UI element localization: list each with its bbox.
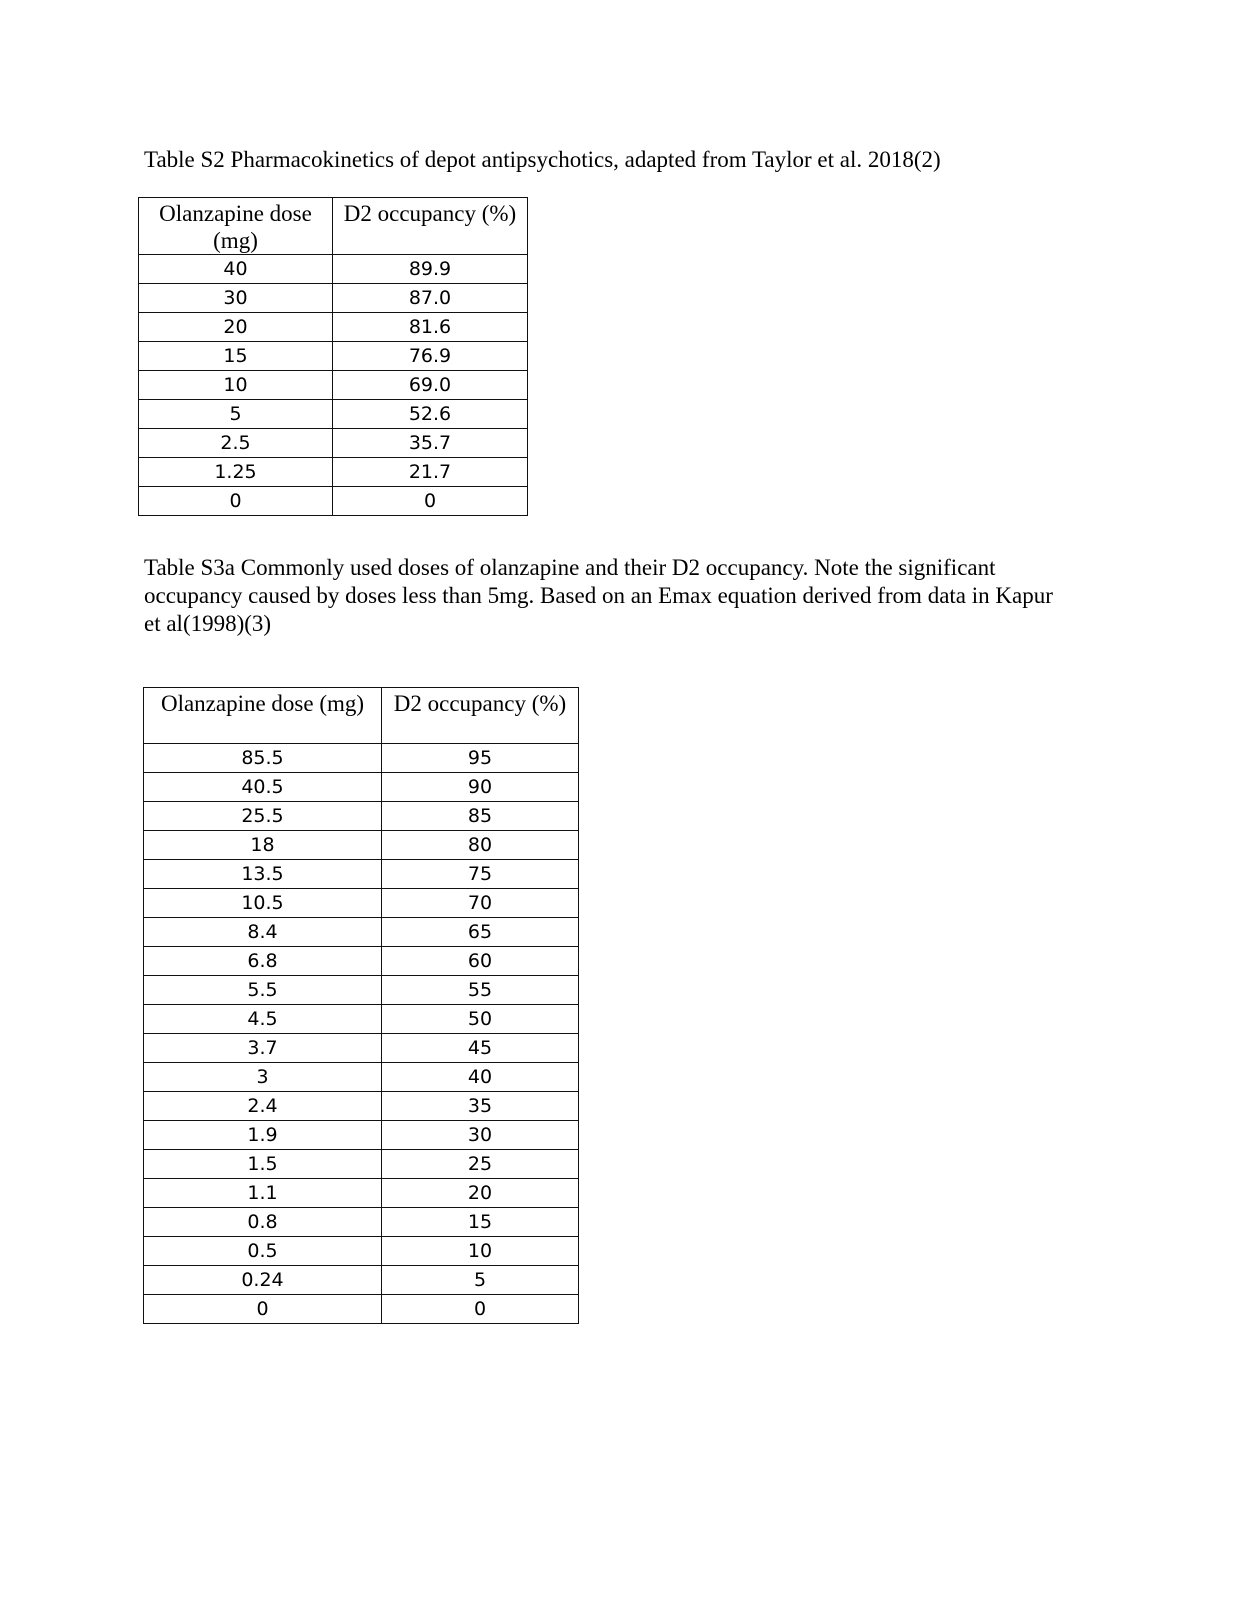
table-row	[144, 1005, 579, 1034]
table-row	[144, 976, 579, 1005]
dose-cell: 5.5	[144, 976, 382, 1005]
dose-cell: 0.5	[144, 1237, 382, 1266]
table-row	[144, 1237, 579, 1266]
table-row	[144, 1121, 579, 1150]
dose-cell: 1.5	[144, 1150, 382, 1179]
occupancy-cell: 95	[382, 744, 579, 773]
occupancy-cell: 45	[382, 1034, 579, 1063]
occupancy-cell: 0	[382, 1295, 579, 1324]
occupancy-cell: 50	[382, 1005, 579, 1034]
dose-cell: 6.8	[144, 947, 382, 976]
table-row	[144, 1208, 579, 1237]
dose-cell: 25.5	[144, 802, 382, 831]
dose-cell: 15	[139, 342, 333, 371]
occupancy-cell: 25	[382, 1150, 579, 1179]
occupancy-cell: 69.0	[333, 371, 528, 400]
table-row	[144, 1179, 579, 1208]
table-row	[144, 1092, 579, 1121]
occupancy-cell: 35	[382, 1092, 579, 1121]
dose-cell: 2.4	[144, 1092, 382, 1121]
occupancy-cell: 40	[382, 1063, 579, 1092]
table-row	[144, 773, 579, 802]
dose-cell: 1.9	[144, 1121, 382, 1150]
table-s2-caption: Table S2 Pharmacokinetics of depot antipsychotics, adapted from Taylor et al. 2018(2)	[144, 147, 941, 172]
table-s3a	[143, 687, 579, 1324]
table-row	[144, 860, 579, 889]
occupancy-cell: 75	[382, 860, 579, 889]
occupancy-cell: 15	[382, 1208, 579, 1237]
column-header-occupancy: D2 occupancy (%)	[382, 688, 579, 744]
dose-cell: 20	[139, 313, 333, 342]
dose-cell: 1.1	[144, 1179, 382, 1208]
table-row	[139, 487, 528, 516]
occupancy-cell: 21.7	[333, 458, 528, 487]
dose-cell: 8.4	[144, 918, 382, 947]
dose-cell: 0	[144, 1295, 382, 1324]
dose-cell: 3.7	[144, 1034, 382, 1063]
table-row	[144, 1063, 579, 1092]
dose-cell: 13.5	[144, 860, 382, 889]
table-row	[144, 918, 579, 947]
dose-cell: 0.8	[144, 1208, 382, 1237]
dose-cell: 3	[144, 1063, 382, 1092]
occupancy-cell: 87.0	[333, 284, 528, 313]
table-row	[144, 1034, 579, 1063]
occupancy-cell: 10	[382, 1237, 579, 1266]
table-row	[144, 1266, 579, 1295]
table-row	[139, 255, 528, 284]
occupancy-cell: 70	[382, 889, 579, 918]
occupancy-cell: 76.9	[333, 342, 528, 371]
occupancy-cell: 20	[382, 1179, 579, 1208]
dose-cell: 30	[139, 284, 333, 313]
occupancy-cell: 81.6	[333, 313, 528, 342]
occupancy-cell: 85	[382, 802, 579, 831]
dose-cell: 0.24	[144, 1266, 382, 1295]
dose-cell: 2.5	[139, 429, 333, 458]
occupancy-cell: 5	[382, 1266, 579, 1295]
table-row	[144, 947, 579, 976]
table-row	[139, 458, 528, 487]
dose-cell: 10.5	[144, 889, 382, 918]
table-row	[139, 400, 528, 429]
table-row	[144, 1150, 579, 1179]
occupancy-cell: 80	[382, 831, 579, 860]
occupancy-cell: 35.7	[333, 429, 528, 458]
table-row	[139, 313, 528, 342]
table-header-row	[144, 688, 579, 744]
column-header-dose: Olanzapine dose (mg)	[139, 198, 333, 255]
table-row	[139, 342, 528, 371]
table-row	[144, 744, 579, 773]
dose-cell: 0	[139, 487, 333, 516]
occupancy-cell: 60	[382, 947, 579, 976]
table-row	[139, 371, 528, 400]
dose-cell: 40	[139, 255, 333, 284]
column-header-dose: Olanzapine dose (mg)	[144, 688, 382, 744]
dose-cell: 10	[139, 371, 333, 400]
table-header-row	[139, 198, 528, 255]
table-s2	[138, 197, 528, 516]
table-row	[144, 831, 579, 860]
dose-cell: 18	[144, 831, 382, 860]
dose-cell: 5	[139, 400, 333, 429]
occupancy-cell: 0	[333, 487, 528, 516]
table-row	[139, 284, 528, 313]
occupancy-cell: 55	[382, 976, 579, 1005]
dose-cell: 4.5	[144, 1005, 382, 1034]
dose-cell: 40.5	[144, 773, 382, 802]
table-row	[144, 802, 579, 831]
table-row	[144, 1295, 579, 1324]
occupancy-cell: 30	[382, 1121, 579, 1150]
table-s3a-caption: Table S3a Commonly used doses of olanzapine and their D2 occupancy. Note the significant occupancy caused by doses less than 5mg. Based on an Emax equation derived from data in Kapur et al(1998)(3)	[144, 555, 1053, 636]
dose-cell: 85.5	[144, 744, 382, 773]
dose-cell: 1.25	[139, 458, 333, 487]
occupancy-cell: 90	[382, 773, 579, 802]
column-header-occupancy: D2 occupancy (%)	[333, 198, 528, 255]
occupancy-cell: 52.6	[333, 400, 528, 429]
occupancy-cell: 65	[382, 918, 579, 947]
occupancy-cell: 89.9	[333, 255, 528, 284]
table-row	[139, 429, 528, 458]
table-row	[144, 889, 579, 918]
